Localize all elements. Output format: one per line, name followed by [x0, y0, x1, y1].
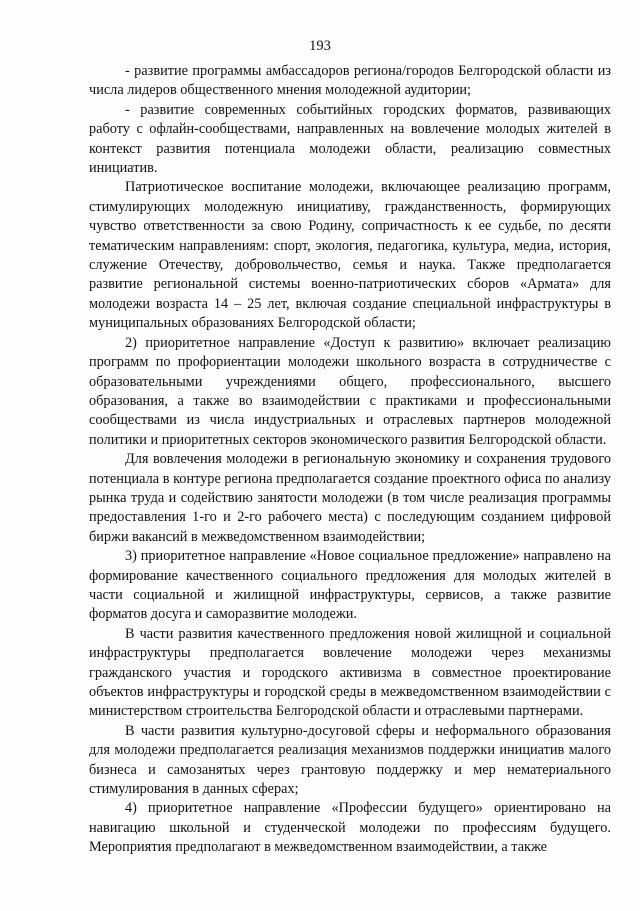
document-body	[89, 62, 611, 858]
page-number: 193	[309, 38, 331, 54]
paragraph: 3) приоритетное направление «Новое социальное предложение» направлено на формирование качественного социального предложения для молодых жителей в части социальной и жилищной инфраструктуры, сервисов, а также развитие форматов досуга и саморазвитие молодежи.	[89, 548, 611, 623]
paragraph: - развитие современных событийных городских форматов, развивающих работу с офлайн-сообществами, направленных на вовлечение молодых жителей в контекст развития потенциала молодежи области, реализацию совместных инициатив.	[89, 101, 611, 177]
paragraph: - развитие программы амбассадоров региона/городов Белгородской области из числа лидеров общественного мнения молодежной аудитории;	[89, 63, 611, 99]
paragraph: 2) приоритетное направление «Доступ к развитию» включает реализацию программ по профориентации молодежи школьного возраста в сотрудничестве с образовательными учреждениями общего, профессионального, высшего образования, а также во взаимодействии с практиками и профессиональными сообществами из числа индустриальных и отраслевых партнеров молодежной политики и приоритетных секторов экономического развития Белгородской области.	[89, 334, 611, 448]
paragraph: Патриотическое воспитание молодежи, включающее реализацию программ, стимулирующих молодежную инициативу, гражданственность, формирующих чувство ответственности за свою Родину, сопричастность к ее судьбе, по десяти тематическим направлениям: спорт, экология, педагогика, культура, медиа, история, служение Отечеству, добровольчество, семья и наука. Также предполагается развитие региональной системы военно-патриотических сборов «Армата» для молодежи возраста 14 – 25 лет, включая создание специальной инфраструктуры в муниципальных образованиях Белгородской области;	[89, 179, 611, 332]
paragraph: В части развития качественного предложения новой жилищной и социальной инфраструктуры предполагается вовлечение молодежи через механизмы гражданского участия и городского активизма в совместное проектирование объектов инфраструктуры и городской среды в межведомственном взаимодействии с министерством строительства Белгородской области и отраслевыми партнерами.	[89, 625, 611, 720]
paragraph: Для вовлечения молодежи в региональную экономику и сохранения трудового потенциала в контуре региона предполагается создание проектного офиса по анализу рынка труда и содействию занятости молодежи (в том числе реализация программы предоставления 1-го и 2-го рабочего места) с последующим созданием цифровой биржи вакансий в межведомственном взаимодействии;	[89, 451, 611, 545]
paragraph: В части развития культурно-досуговой сферы и неформального образования для молодежи предполагается реализация механизмов поддержки инициатив малого бизнеса и самозанятых через грантовую поддержку и мер нематериального стимулирования в данных сферах;	[89, 722, 611, 798]
paragraph: 4) приоритетное направление «Профессии будущего» ориентировано на навигацию школьной и студенческой молодежи по профессиям будущего. Мероприятия предполагают в межведомственном взаимодействии, а также	[89, 800, 611, 856]
